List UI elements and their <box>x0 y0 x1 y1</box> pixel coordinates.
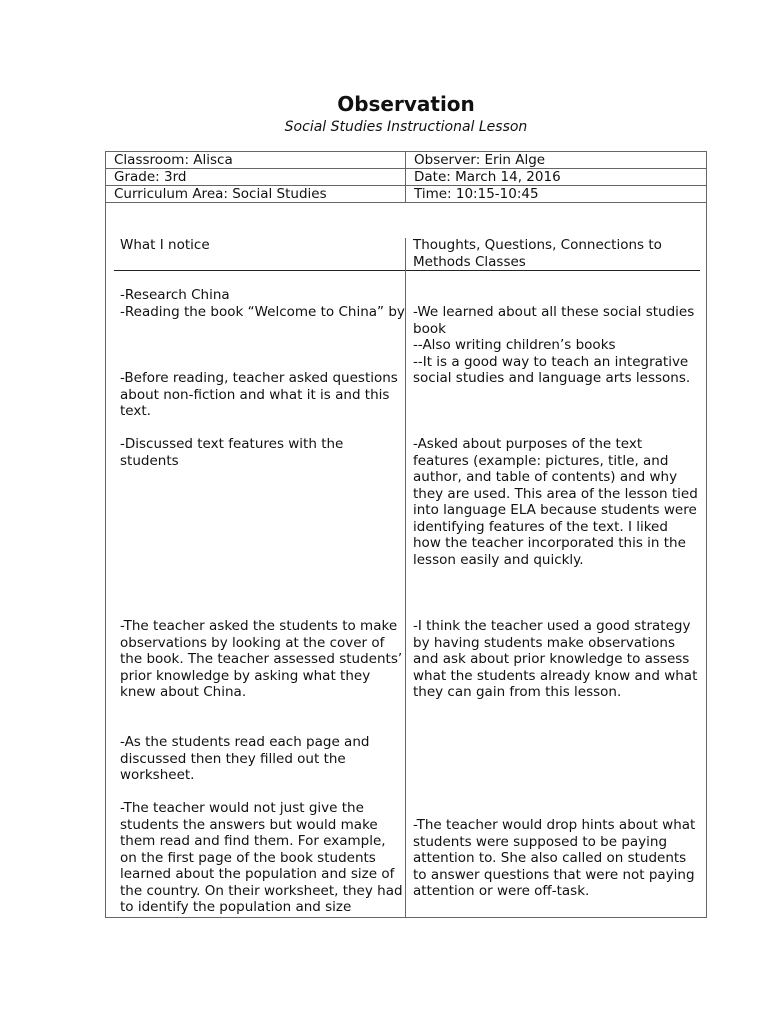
thought-item: -We learned about all these social studies book --Also writing children’s books --It is a good way to teach an integrative social studies and language arts lessons. <box>413 304 695 386</box>
time-label: Time: 10:15-10:45 <box>414 186 539 202</box>
header-rule <box>114 270 700 271</box>
document-title: Observation <box>337 92 475 116</box>
column-header-notice: What I notice <box>120 237 210 253</box>
notice-item: -As the students read each page and discussed then they filled out the worksheet. <box>120 734 370 783</box>
info-divider <box>405 152 406 203</box>
classroom-label: Classroom: Alisca <box>114 152 233 168</box>
notice-item: -The teacher would not just give the students the answers but would make them read and find them. For example, on the first page of the book students learned about the population and size of the country. On their worksheet, they had to identify the population and size <box>120 800 403 915</box>
observer-label: Observer: Erin Alge <box>414 152 546 168</box>
info-row-curriculum <box>106 186 706 203</box>
thought-item: -I think the teacher used a good strategy by having students make observations and ask about prior knowledge to assess what the students already know and what they can gain from this lesson. <box>413 618 698 700</box>
observation-table <box>105 151 707 918</box>
thought-item: -The teacher would drop hints about what students were supposed to be paying attention to. She also called on students to answer questions that were not paying attention or were off-task. <box>413 817 696 899</box>
info-row-classroom <box>106 152 706 169</box>
date-label: Date: March 14, 2016 <box>414 169 561 185</box>
document-subtitle: Social Studies Instructional Lesson <box>284 119 528 135</box>
info-row-grade <box>106 169 706 186</box>
thought-item: -Asked about purposes of the text features (example: pictures, title, and author, and table of contents) and why they are used. This area of the lesson tied into language ELA because students were identifying features of the text. I liked how the teacher incorporated this in the lesson easily and quickly. <box>413 436 698 568</box>
column-header-thoughts: Thoughts, Questions, Connections to Methods Classes <box>413 237 662 270</box>
notice-item: -The teacher asked the students to make observations by looking at the cover of the book. The teacher assessed students’ prior knowledge by asking what they knew about China. <box>120 618 403 700</box>
notice-item: -Research China -Reading the book “Welcome to China” by <box>120 287 405 320</box>
curriculum-label: Curriculum Area: Social Studies <box>114 186 327 202</box>
notice-item: -Discussed text features with the students <box>120 436 344 469</box>
column-divider <box>405 238 406 918</box>
grade-label: Grade: 3rd <box>114 169 187 185</box>
notice-item: -Before reading, teacher asked questions about non-fiction and what it is and this text. <box>120 370 398 419</box>
